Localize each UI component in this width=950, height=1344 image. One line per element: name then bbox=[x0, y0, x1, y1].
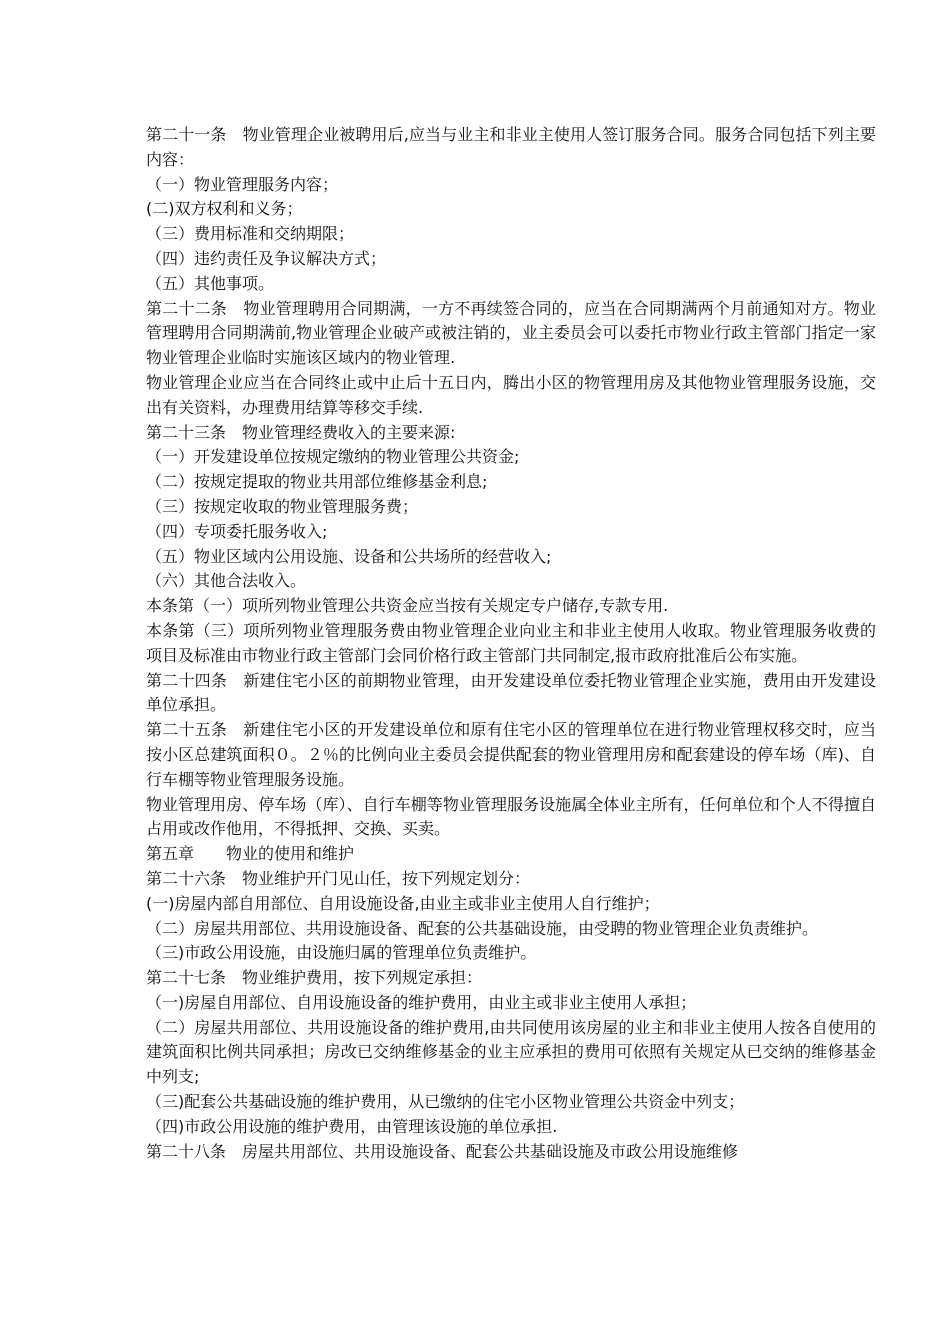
paragraph: 本条第（三）项所列物业管理服务费由物业管理企业向业主和非业主使用人收取。物业管理服务收费的项目及标准由市物业行政主管部门会同价格行政主管部门共同制定,报市政府批准后公布实施。 bbox=[146, 620, 876, 665]
list-item: （一)房屋自用部位、自用设施设备的维护费用，由业主或非业主使用人承担； bbox=[146, 992, 697, 1012]
article-27-text: 第二十七条 物业维护费用，按下列规定承担： bbox=[146, 968, 483, 988]
list-item: （四）专项委托服务收入; bbox=[146, 521, 328, 541]
list-item: （二）按规定提取的物业共用部位维修基金利息; bbox=[146, 472, 488, 492]
list-item: （六）其他合法收入。 bbox=[146, 571, 307, 591]
list-item: （二）房屋共用部位、共用设施设备、配套的公共基础设施，由受聘的物业管理企业负责维护。 bbox=[146, 918, 819, 938]
document-body bbox=[146, 123, 876, 1164]
paragraph: 物业管理企业应当在合同终止或中止后十五日内，腾出小区的物管理用房及其他物业管理服务设施，交出有关资料，办理费用结算等移交手续. bbox=[146, 372, 876, 417]
list-item: （三）费用标准和交纳期限； bbox=[146, 224, 355, 244]
article-22-text: 第二十二条 物业管理聘用合同期满，一方不再续签合同的，应当在合同期满两个月前通知对方。物业管理聘用合同期满前,物业管理企业破产或被注销的，业主委员会可以委托市物业行政主管部门指定一家物业管理企业临时实施该区域内的物业管理. bbox=[146, 298, 876, 368]
article-21-text: 第二十一条 物业管理企业被聘用后,应当与业主和非业主使用人签订服务合同。服务合同包括下列主要内容： bbox=[146, 125, 876, 169]
list-item: （三）按规定收取的物业管理服务费； bbox=[146, 496, 419, 516]
list-item: （三)市政公用设施，由设施归属的管理单位负责维护。 bbox=[146, 943, 537, 963]
article-25-text: 第二十五条 新建住宅小区的开发建设单位和原有住宅小区的管理单位在进行物业管理权移交时，应当按小区总建筑面积０。２％的比例向业主委员会提供配套的物业管理用房和配套建设的停车场（库)、自行车棚等物业管理服务设施。 bbox=[146, 720, 876, 789]
article-28-text: 第二十八条 房屋共用部位、共用设施设备、配套公共基础设施及市政公用设施维修 bbox=[146, 1141, 739, 1161]
list-item: （四）违约责任及争议解决方式； bbox=[146, 248, 387, 268]
list-item: （一）物业管理服务内容； bbox=[146, 174, 339, 194]
list-item: （五）其他事项。 bbox=[146, 273, 275, 293]
paragraph: 物业管理用房、停车场（库）、自行车棚等物业管理服务设施属全体业主所有，任何单位和个人不得擅自占用或改作他用，不得抵押、交换、买卖。 bbox=[146, 794, 876, 839]
chapter-heading: 第五章 物业的使用和维护 bbox=[146, 844, 355, 864]
list-item: （五）物业区域内公用设施、设备和公共场所的经营收入; bbox=[146, 546, 552, 566]
list-item: (二)双方权利和义务； bbox=[146, 199, 303, 219]
list-item: （四)市政公用设施的维护费用，由管理该设施的单位承担. bbox=[146, 1116, 558, 1136]
article-24-text: 第二十四条 新建住宅小区的前期物业管理，由开发建设单位委托物业管理企业实施，费用由开发建设单位承担。 bbox=[146, 670, 876, 715]
paragraph: 本条第（一）项所列物业管理公共资金应当按有关规定专户储存,专款专用. bbox=[146, 596, 669, 616]
list-item: （三)配套公共基础设施的维护费用，从已缴纳的住宅小区物业管理公共资金中列支； bbox=[146, 1092, 745, 1112]
article-26-text: 第二十六条 物业维护开门见山任，按下列规定划分： bbox=[146, 868, 531, 888]
list-item: (一)房屋内部自用部位、自用设施设备,由业主或非业主使用人自行维护； bbox=[146, 893, 660, 913]
list-item: （二）房屋共用部位、共用设施设备的维护费用,由共同使用该房屋的业主和非业主使用人按各自使用的建筑面积比例共同承担；房改已交纳维修基金的业主应承担的费用可依照有关规定从已交纳的维修基金中列支; bbox=[146, 1017, 876, 1087]
article-23-text: 第二十三条 物业管理经费收入的主要来源: bbox=[146, 422, 456, 442]
list-item: （一）开发建设单位按规定缴纳的物业管理公共资金; bbox=[146, 447, 520, 467]
